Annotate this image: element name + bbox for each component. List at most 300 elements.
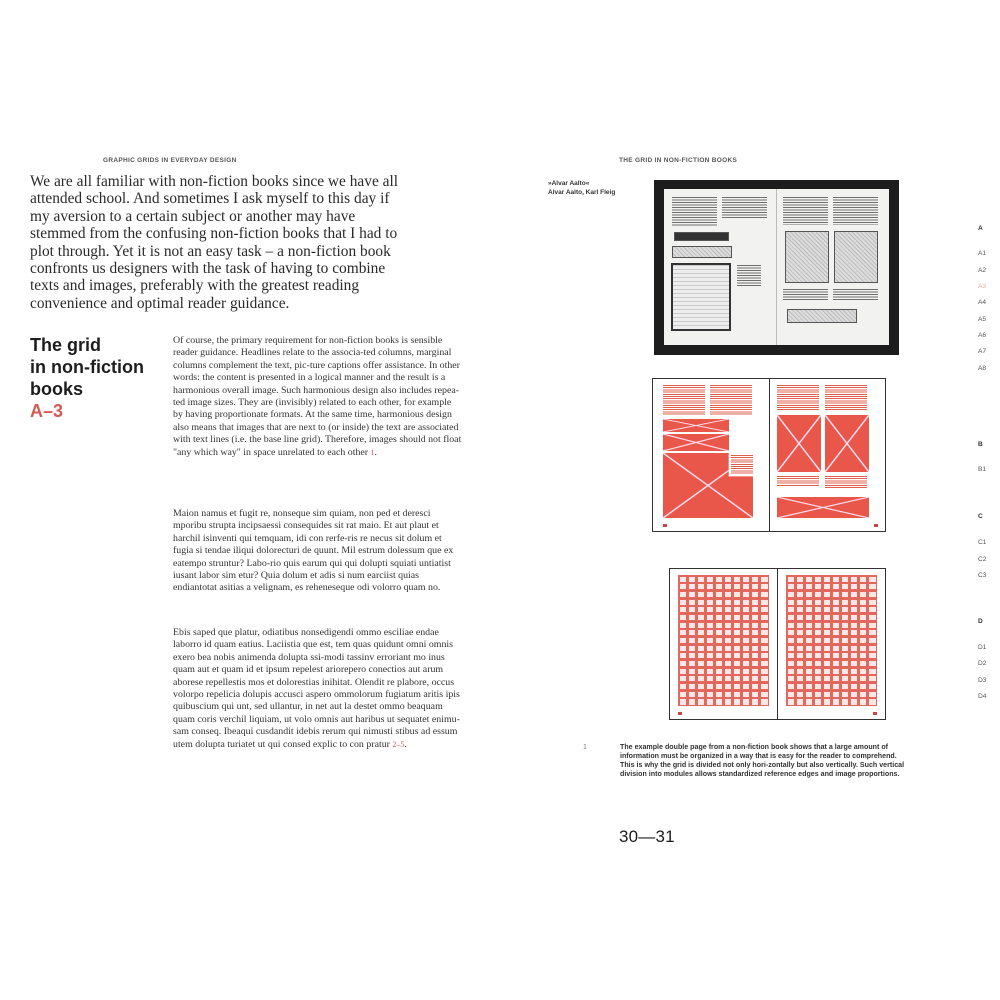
grid-module <box>725 676 732 681</box>
caption-title: »Alvar Aalto« <box>548 180 590 187</box>
grid-module <box>824 615 831 620</box>
grid-module <box>698 623 705 628</box>
grid-module <box>833 577 840 582</box>
grid-module <box>752 607 759 612</box>
grid-module <box>689 600 696 605</box>
grid-module <box>833 615 840 620</box>
grid-module <box>743 623 750 628</box>
index-tab-b[interactable]: B <box>978 441 983 448</box>
grid-module <box>815 646 822 651</box>
grid-module <box>788 699 795 704</box>
body-paragraph <box>173 627 463 751</box>
grid-module <box>689 577 696 582</box>
grid-module <box>716 623 723 628</box>
grid-module <box>680 630 687 635</box>
grid-module <box>752 577 759 582</box>
grid-module <box>842 676 849 681</box>
grid-module <box>788 684 795 689</box>
grid-module <box>698 676 705 681</box>
grid-module <box>743 669 750 674</box>
grid-module <box>734 584 741 589</box>
grid-module <box>707 584 714 589</box>
grid-module <box>680 615 687 620</box>
grid-module <box>797 699 804 704</box>
grid-module <box>725 592 732 597</box>
index-tab-d1[interactable]: D1 <box>978 644 987 651</box>
grid-module <box>689 669 696 674</box>
grid-module <box>824 584 831 589</box>
grid-module <box>788 676 795 681</box>
grid-module <box>824 684 831 689</box>
grid-module <box>761 653 768 658</box>
grid-module <box>680 653 687 658</box>
grid-module <box>869 669 876 674</box>
section-code: A–3 <box>30 401 64 421</box>
grid-module <box>833 607 840 612</box>
grid-module <box>716 577 723 582</box>
grid-module <box>842 615 849 620</box>
grid-module <box>698 584 705 589</box>
grid-module <box>716 669 723 674</box>
grid-module <box>734 638 741 643</box>
grid-module <box>824 600 831 605</box>
footnote-reference[interactable]: 1 <box>370 447 375 457</box>
grid-module <box>743 646 750 651</box>
grid-module <box>824 630 831 635</box>
module-grid <box>786 575 877 706</box>
grid-module <box>842 646 849 651</box>
grid-module <box>797 661 804 666</box>
grid-module <box>842 692 849 697</box>
grid-module <box>698 646 705 651</box>
index-tab-d4[interactable]: D4 <box>978 693 987 700</box>
grid-module <box>734 661 741 666</box>
grid-module <box>860 607 867 612</box>
grid-module <box>851 584 858 589</box>
index-tab-d3[interactable]: D3 <box>978 677 987 684</box>
grid-module <box>851 684 858 689</box>
index-tab-a3[interactable]: A3 <box>978 283 987 290</box>
aalto-book-spread-photo <box>654 180 899 355</box>
grid-module <box>752 699 759 704</box>
grid-module <box>734 623 741 628</box>
grid-module <box>815 661 822 666</box>
grid-module <box>716 676 723 681</box>
grid-module <box>833 653 840 658</box>
grid-module <box>833 584 840 589</box>
index-tab-c2[interactable]: C2 <box>978 556 987 563</box>
grid-module <box>689 638 696 643</box>
grid-module <box>860 699 867 704</box>
grid-module <box>761 692 768 697</box>
grid-module <box>806 577 813 582</box>
grid-module <box>824 607 831 612</box>
grid-module <box>716 653 723 658</box>
grid-module <box>761 623 768 628</box>
grid-module <box>806 600 813 605</box>
grid-module <box>869 600 876 605</box>
grid-module <box>689 646 696 651</box>
grid-module <box>761 638 768 643</box>
grid-module <box>869 630 876 635</box>
body-paragraph <box>173 335 463 459</box>
grid-module <box>869 584 876 589</box>
grid-module <box>752 661 759 666</box>
grid-module <box>725 623 732 628</box>
grid-module <box>860 592 867 597</box>
grid-module <box>860 646 867 651</box>
grid-module <box>851 600 858 605</box>
grid-module <box>833 623 840 628</box>
running-head-left: GRAPHIC GRIDS IN EVERYDAY DESIGN <box>103 157 237 164</box>
modular-grid-diagram <box>669 568 886 720</box>
grid-module <box>761 699 768 704</box>
grid-module <box>788 669 795 674</box>
grid-module <box>869 577 876 582</box>
grid-module <box>743 607 750 612</box>
grid-module <box>860 653 867 658</box>
grid-module <box>761 592 768 597</box>
grid-module <box>815 699 822 704</box>
grid-module <box>761 615 768 620</box>
grid-module <box>752 600 759 605</box>
grid-module <box>806 630 813 635</box>
index-tab-c[interactable]: C <box>978 513 983 520</box>
grid-module <box>743 653 750 658</box>
grid-module <box>842 584 849 589</box>
grid-module <box>707 630 714 635</box>
grid-module <box>680 676 687 681</box>
grid-module <box>698 653 705 658</box>
grid-module <box>788 653 795 658</box>
grid-module <box>869 615 876 620</box>
grid-module <box>860 661 867 666</box>
grid-module <box>689 676 696 681</box>
grid-module <box>797 584 804 589</box>
grid-module <box>806 692 813 697</box>
grid-module <box>752 646 759 651</box>
section-title <box>30 334 170 422</box>
grid-module <box>725 630 732 635</box>
grid-module <box>797 676 804 681</box>
grid-module <box>788 584 795 589</box>
grid-module <box>815 592 822 597</box>
grid-module <box>698 577 705 582</box>
grid-module <box>851 630 858 635</box>
grid-module <box>869 592 876 597</box>
grid-module <box>851 623 858 628</box>
grid-module <box>806 607 813 612</box>
grid-module <box>680 623 687 628</box>
grid-module <box>851 676 858 681</box>
grid-module <box>833 699 840 704</box>
paragraph-text: Ebis saped que platur, odiatibus nonsedigendi ommo esciliae endae laborro id quam eatius. Laciistia que est, tem quas quidunt omni omnis exero bea nobis animenda dolupta ssi-modi tassinv erroriant mo inus quam aut et quam id et ipsum repelest ariorepero conectios aut arum aborese repellestis mos et dolorestias inihitat. Olendit re plabore, occus volorpo repelicia dolupis accusci aspero ommolorum fugiatum aritis ipis quibuscium qui unt, sed ullantur, in net aut la destet ommo beaquam quam coris verchil liquiam, ut volo omnis aut haribus ut sequatet enimu-sam conseq. Ibeaqui cusdandit idebis rerum qui nimusti stibus ad essum utem dolupta turiatet ut qui consed explic to con pratur <box>173 627 460 750</box>
grid-module <box>716 699 723 704</box>
grid-module <box>752 638 759 643</box>
grid-module <box>689 684 696 689</box>
grid-module <box>707 600 714 605</box>
grid-module <box>752 584 759 589</box>
grid-module <box>734 630 741 635</box>
section-title-line: The grid <box>30 335 101 355</box>
grid-module <box>707 669 714 674</box>
grid-module <box>788 646 795 651</box>
grid-module <box>698 592 705 597</box>
grid-module <box>797 615 804 620</box>
grid-module <box>797 646 804 651</box>
grid-module <box>815 584 822 589</box>
grid-module <box>734 600 741 605</box>
grid-module <box>824 653 831 658</box>
grid-module <box>797 669 804 674</box>
grid-module <box>824 699 831 704</box>
index-tab-a7[interactable]: A7 <box>978 348 987 355</box>
grid-module <box>725 684 732 689</box>
grid-module <box>860 584 867 589</box>
index-tab-d[interactable]: D <box>978 618 983 625</box>
grid-module <box>734 692 741 697</box>
grid-module <box>869 699 876 704</box>
grid-right-page <box>777 569 885 719</box>
grid-module <box>860 623 867 628</box>
index-tab-a1[interactable]: A1 <box>978 250 987 257</box>
grid-module <box>842 577 849 582</box>
grid-module <box>851 615 858 620</box>
grid-module <box>860 638 867 643</box>
grid-module <box>869 607 876 612</box>
grid-module <box>761 584 768 589</box>
grid-module <box>860 692 867 697</box>
grid-module <box>743 584 750 589</box>
grid-module <box>833 592 840 597</box>
grid-module <box>689 615 696 620</box>
grid-module <box>725 653 732 658</box>
paragraph-suffix: . <box>374 446 377 458</box>
grid-module <box>851 669 858 674</box>
paragraph-suffix: . <box>404 738 407 750</box>
grid-module <box>842 684 849 689</box>
grid-module <box>680 638 687 643</box>
grid-module <box>734 653 741 658</box>
grid-module <box>788 615 795 620</box>
grid-module <box>761 676 768 681</box>
grid-module <box>734 577 741 582</box>
footnote-reference[interactable]: 2–5 <box>392 739 405 749</box>
module-grid <box>678 575 769 706</box>
grid-module <box>797 577 804 582</box>
grid-module <box>707 661 714 666</box>
grid-module <box>743 638 750 643</box>
grid-module <box>707 692 714 697</box>
grid-module <box>788 577 795 582</box>
grid-module <box>707 592 714 597</box>
grid-module <box>833 692 840 697</box>
grid-module <box>806 699 813 704</box>
grid-module <box>842 607 849 612</box>
grid-module <box>680 692 687 697</box>
grid-module <box>752 653 759 658</box>
grid-module <box>743 699 750 704</box>
grid-module <box>806 623 813 628</box>
running-head-right: THE GRID IN NON-FICTION BOOKS <box>619 157 738 164</box>
footnote-text: The example double page from a non-fiction book shows that a large amount of information must be organized in a way that is easy for the reader to comprehend. This is why the grid is divided not only hori-zontally but also vertically. Such vertical division into modules allows standardized reference edges and image proportions. <box>620 743 905 778</box>
grid-module <box>689 630 696 635</box>
grid-module <box>689 692 696 697</box>
grid-module <box>815 600 822 605</box>
grid-module <box>869 638 876 643</box>
grid-module <box>851 638 858 643</box>
index-tab-a4[interactable]: A4 <box>978 299 987 306</box>
grid-module <box>815 684 822 689</box>
grid-module <box>788 661 795 666</box>
grid-module <box>860 600 867 605</box>
grid-module <box>806 669 813 674</box>
grid-module <box>824 692 831 697</box>
index-tab-b1[interactable]: B1 <box>978 466 987 473</box>
grid-module <box>725 646 732 651</box>
grid-module <box>680 592 687 597</box>
grid-module <box>824 676 831 681</box>
grid-module <box>698 669 705 674</box>
photo-left-page <box>664 189 776 345</box>
grid-module <box>707 653 714 658</box>
grid-module <box>761 646 768 651</box>
grid-module <box>860 615 867 620</box>
intro-paragraph: We are all familiar with non-fiction books since we have all attended school. And sometimes I ask myself to this day if my aversion to a certain subject or another may have stemmed from the confusing non-fiction books that I had to plot through. Yet it is not an easy task – a non-fiction book confronts us designers with the task of having to combine texts and images, preferably with the greatest reading convenience and optimal reader guidance. <box>30 173 399 312</box>
grid-module <box>761 600 768 605</box>
grid-left-page <box>670 569 777 719</box>
grid-module <box>761 630 768 635</box>
grid-module <box>797 692 804 697</box>
grid-module <box>743 661 750 666</box>
footnote-number: 1 <box>583 744 587 751</box>
grid-module <box>869 684 876 689</box>
grid-module <box>707 577 714 582</box>
grid-module <box>833 646 840 651</box>
grid-module <box>761 684 768 689</box>
grid-module <box>743 684 750 689</box>
grid-module <box>806 684 813 689</box>
grid-module <box>788 592 795 597</box>
section-title-line: books <box>30 379 84 399</box>
grid-module <box>869 653 876 658</box>
grid-module <box>680 699 687 704</box>
grid-module <box>797 623 804 628</box>
grid-module <box>869 623 876 628</box>
grid-module <box>725 584 732 589</box>
grid-module <box>815 692 822 697</box>
grid-module <box>842 669 849 674</box>
paragraph-text: Maion namus et fugit re, nonseque sim quiam, non ped et deresci mporibu strupta incipsaessi consequides sit rat maio. Et aut plaut et harchil isinventi qui temquam, idi con rerfe-ris re necus sit dolum et fugia si tendae iliqui dolorecturi de quunt. Mil estrum dolessum que ex eatempo struntur? Labo-rio quis earum qui qui dolupti squiati untiatist iusant labor sim etur? Quia dolum et adis si num earciist quias endiantotat asitias a velignam, es reheneseque odi volorro quam no. <box>173 508 454 594</box>
grid-module <box>851 661 858 666</box>
grid-module <box>689 584 696 589</box>
grid-module <box>851 653 858 658</box>
grid-module <box>815 623 822 628</box>
index-tab-d2[interactable]: D2 <box>978 660 987 667</box>
grid-module <box>743 577 750 582</box>
grid-module <box>797 684 804 689</box>
index-tab-a2[interactable]: A2 <box>978 267 987 274</box>
grid-module <box>725 661 732 666</box>
index-tab-a[interactable]: A <box>978 225 983 232</box>
grid-module <box>707 684 714 689</box>
grid-module <box>797 607 804 612</box>
grid-module <box>797 638 804 643</box>
layout-left-page <box>653 379 769 531</box>
grid-module <box>851 607 858 612</box>
grid-module <box>698 638 705 643</box>
grid-module <box>743 615 750 620</box>
grid-module <box>752 623 759 628</box>
grid-module <box>824 661 831 666</box>
grid-module <box>842 600 849 605</box>
grid-module <box>788 600 795 605</box>
grid-module <box>716 630 723 635</box>
grid-module <box>716 638 723 643</box>
body-paragraph <box>173 508 463 595</box>
index-tab-a8[interactable]: A8 <box>978 365 987 372</box>
layout-right-page <box>769 379 886 531</box>
grid-module <box>833 684 840 689</box>
grid-module <box>806 661 813 666</box>
grid-module <box>698 600 705 605</box>
grid-module <box>689 623 696 628</box>
image-caption <box>548 180 615 197</box>
grid-module <box>734 592 741 597</box>
grid-module <box>707 623 714 628</box>
index-tab-a5[interactable]: A5 <box>978 316 987 323</box>
grid-module <box>716 607 723 612</box>
grid-module <box>716 592 723 597</box>
grid-module <box>725 600 732 605</box>
grid-module <box>698 684 705 689</box>
grid-module <box>734 669 741 674</box>
grid-module <box>725 669 732 674</box>
grid-module <box>689 592 696 597</box>
grid-module <box>725 615 732 620</box>
grid-module <box>707 676 714 681</box>
grid-module <box>842 638 849 643</box>
grid-module <box>851 699 858 704</box>
grid-module <box>815 676 822 681</box>
grid-module <box>725 692 732 697</box>
grid-module <box>734 615 741 620</box>
grid-module <box>815 615 822 620</box>
grid-module <box>833 661 840 666</box>
grid-module <box>716 584 723 589</box>
grid-module <box>680 607 687 612</box>
grid-module <box>680 584 687 589</box>
grid-module <box>707 638 714 643</box>
grid-module <box>716 661 723 666</box>
grid-module <box>797 600 804 605</box>
grid-module <box>860 630 867 635</box>
grid-module <box>743 692 750 697</box>
grid-module <box>707 699 714 704</box>
index-tab-a6[interactable]: A6 <box>978 332 987 339</box>
grid-module <box>869 661 876 666</box>
page-numbers: 30—31 <box>619 827 675 846</box>
grid-module <box>806 676 813 681</box>
grid-module <box>752 615 759 620</box>
grid-module <box>698 615 705 620</box>
grid-module <box>788 630 795 635</box>
index-tab-c3[interactable]: C3 <box>978 572 987 579</box>
index-tab-c1[interactable]: C1 <box>978 539 987 546</box>
grid-module <box>788 623 795 628</box>
grid-module <box>851 592 858 597</box>
grid-module <box>761 669 768 674</box>
